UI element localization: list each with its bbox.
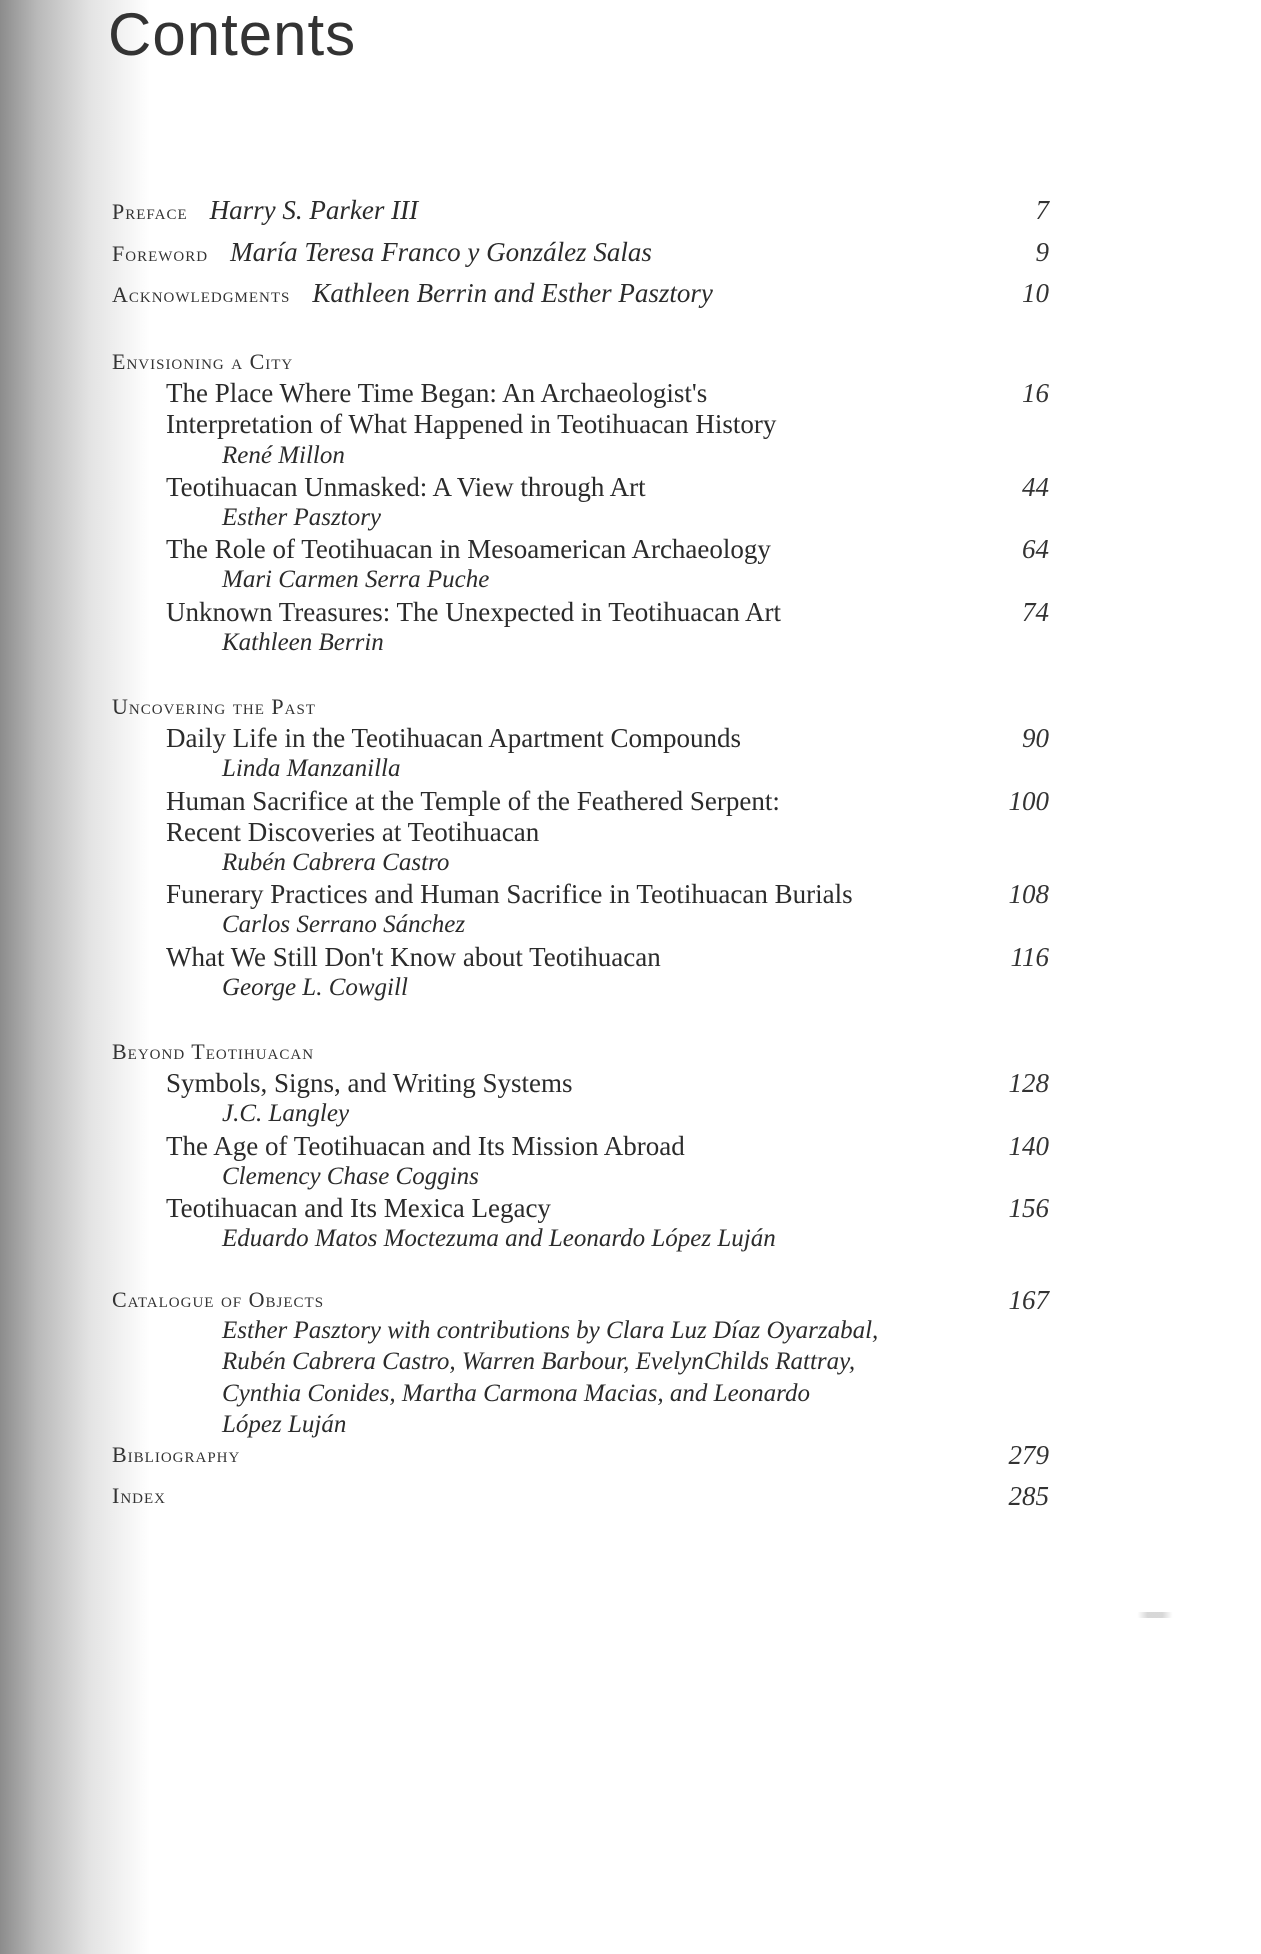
- front-matter-entry: [112, 190, 418, 232]
- front-matter-author[interactable]: Kathleen Berrin and Esther Pasztory: [312, 278, 713, 308]
- section-heading[interactable]: Uncovering the Past: [112, 694, 316, 719]
- entry-title[interactable]: What We Still Don't Know about Teotihuacan: [166, 941, 661, 972]
- front-matter-label[interactable]: Preface: [112, 199, 188, 224]
- page-number[interactable]: 10: [1022, 278, 1049, 308]
- page-number[interactable]: 167: [1008, 1285, 1049, 1315]
- page-number[interactable]: 64: [1022, 534, 1049, 565]
- entry-author[interactable]: George L. Cowgill: [222, 973, 408, 1001]
- page-number[interactable]: 90: [1022, 723, 1049, 754]
- entry-title[interactable]: Human Sacrifice at the Temple of the Feathered Serpent:: [166, 785, 780, 816]
- page-number[interactable]: 128: [1008, 1068, 1049, 1099]
- catalogue-credit[interactable]: Esther Pasztory with contributions by Clara Luz Díaz Oyarzabal,: [222, 1317, 879, 1345]
- entry-author[interactable]: Kathleen Berrin: [222, 628, 384, 656]
- toc-back-matter-row: [0, 1435, 1261, 1475]
- page-number[interactable]: 9: [1035, 236, 1049, 267]
- entry-author[interactable]: Eduardo Matos Moctezuma and Leonardo López Luján: [222, 1225, 776, 1253]
- entry-title[interactable]: The Role of Teotihuacan in Mesoamerican Archaeology: [166, 534, 771, 565]
- entry-title[interactable]: The Age of Teotihuacan and Its Mission Abroad: [166, 1130, 685, 1161]
- entry-author[interactable]: Carlos Serrano Sánchez: [222, 911, 466, 939]
- front-matter-author[interactable]: María Teresa Franco y González Salas: [230, 236, 652, 267]
- toc-author-row: [0, 968, 1261, 1008]
- section-heading[interactable]: Catalogue of Objects: [112, 1287, 325, 1312]
- toc-author-row: [0, 623, 1261, 663]
- entry-title[interactable]: Symbols, Signs, and Writing Systems: [166, 1068, 573, 1099]
- entry-title[interactable]: Interpretation of What Happened in Teotihuacan History: [166, 409, 777, 440]
- catalogue-credit[interactable]: Cynthia Conides, Martha Carmona Macias, and Leonardo: [222, 1379, 810, 1407]
- front-matter-label[interactable]: Foreword: [112, 240, 209, 266]
- back-matter-label[interactable]: Index: [112, 1483, 166, 1508]
- entry-author[interactable]: Clemency Chase Coggins: [222, 1162, 479, 1190]
- catalogue-credit[interactable]: Rubén Cabrera Castro, Warren Barbour, EvelynChilds Rattray,: [222, 1348, 856, 1376]
- page-number[interactable]: 108: [1008, 879, 1049, 910]
- page-number[interactable]: 116: [1010, 941, 1049, 972]
- entry-title[interactable]: Daily Life in the Teotihuacan Apartment Compounds: [166, 723, 741, 754]
- toc-front-matter-row: [0, 232, 1261, 272]
- toc-front-matter-row: [0, 190, 1261, 230]
- entry-title[interactable]: Teotihuacan Unmasked: A View through Art: [166, 471, 646, 502]
- entry-author[interactable]: Mari Carmen Serra Puche: [222, 566, 490, 594]
- page-number[interactable]: 140: [1008, 1130, 1049, 1161]
- front-matter-entry: [112, 273, 713, 315]
- entry-title[interactable]: Funerary Practices and Human Sacrifice in Teotihuacan Burials: [166, 879, 853, 910]
- entry-author[interactable]: Rubén Cabrera Castro: [222, 849, 450, 876]
- page-number[interactable]: 44: [1022, 471, 1049, 502]
- page-number[interactable]: 156: [1008, 1193, 1049, 1223]
- entry-author[interactable]: J.C. Langley: [222, 1100, 350, 1128]
- toc-front-matter-row: [0, 273, 1261, 313]
- entry-title[interactable]: The Place Where Time Began: An Archaeologist's: [166, 378, 708, 409]
- front-matter-author[interactable]: Harry S. Parker III: [209, 195, 419, 225]
- front-matter-entry: [112, 232, 652, 274]
- page-number[interactable]: 16: [1022, 378, 1049, 409]
- section-heading[interactable]: Beyond Teotihuacan: [112, 1039, 315, 1064]
- toc-author-row: [0, 1219, 1261, 1259]
- front-matter-label[interactable]: Acknowledgments: [112, 282, 291, 307]
- entry-title[interactable]: Teotihuacan and Its Mexica Legacy: [166, 1193, 551, 1223]
- scan-speck: [1130, 1612, 1180, 1618]
- page-title: Contents: [108, 1, 357, 68]
- page-number[interactable]: 74: [1022, 596, 1049, 627]
- page-number[interactable]: 100: [1008, 785, 1049, 816]
- section-heading[interactable]: Envisioning a City: [112, 349, 294, 374]
- catalogue-credit[interactable]: López Luján: [222, 1410, 347, 1438]
- entry-title[interactable]: Unknown Treasures: The Unexpected in Teotihuacan Art: [166, 596, 781, 627]
- entry-author[interactable]: Esther Pasztory: [222, 504, 382, 531]
- toc-back-matter-row: [0, 1476, 1261, 1516]
- entry-author[interactable]: Linda Manzanilla: [222, 755, 401, 783]
- page-number[interactable]: 285: [1008, 1481, 1049, 1511]
- page-number[interactable]: 7: [1035, 195, 1049, 225]
- page-number[interactable]: 279: [1008, 1440, 1049, 1470]
- back-matter-label[interactable]: Bibliography: [112, 1442, 241, 1467]
- entry-title[interactable]: Recent Discoveries at Teotihuacan: [166, 816, 540, 847]
- entry-author[interactable]: René Millon: [222, 441, 345, 469]
